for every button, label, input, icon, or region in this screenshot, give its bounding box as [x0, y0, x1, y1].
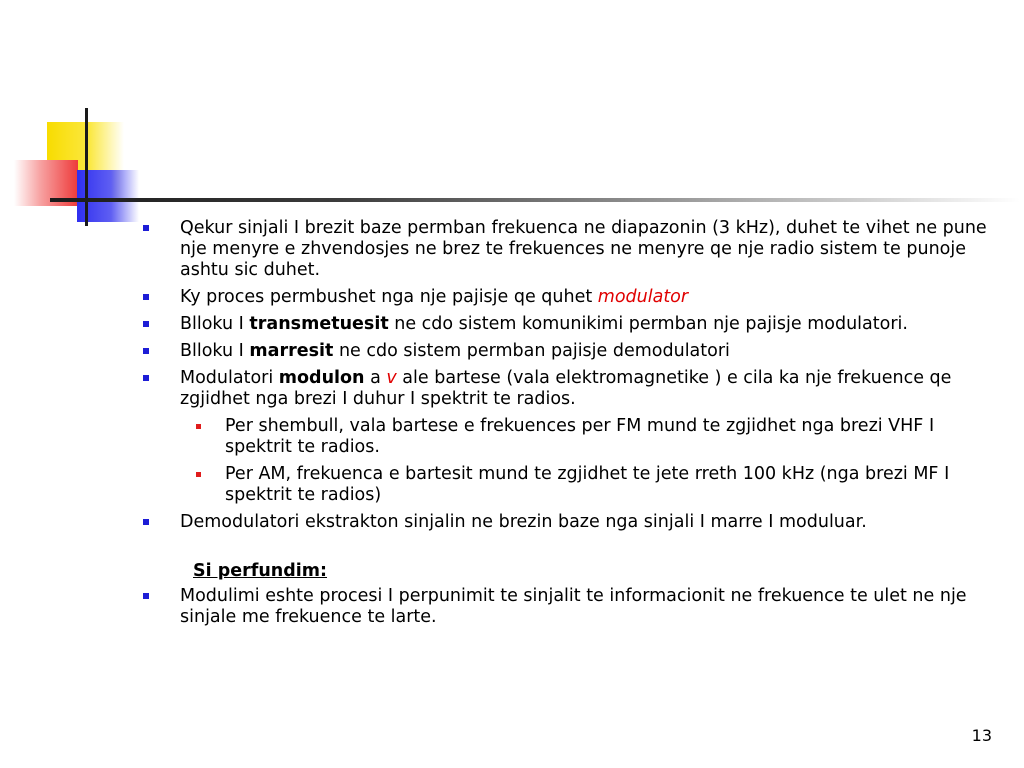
bullet-text: ale bartese (vala elektromagnetike ) e cila ka nje frekuence qe zgjidhet nga brezi I duhur I spektrit te radios. — [180, 368, 952, 409]
deco-vertical-line — [85, 108, 88, 226]
bullet-text: ne cdo sistem permban pajisje demodulatori — [333, 341, 730, 361]
bullet-text: Demodulatori ekstrakton sinjalin ne brezin baze nga sinjali I marre I moduluar. — [180, 512, 867, 532]
bullet-text: Modulimi eshte procesi I perpunimit te sinjalit te informacionit ne frekuence te ulet ne nje sinjale me frekuence te larte. — [180, 586, 967, 627]
bullet-square-icon — [143, 294, 149, 300]
bullet-item — [140, 218, 990, 281]
bold-term: modulon — [278, 368, 365, 388]
bold-term: marresit — [249, 341, 334, 361]
bullet-text: a — [364, 368, 387, 388]
bullet-item — [140, 341, 990, 362]
bullet-square-icon — [143, 519, 149, 525]
conclusion-heading: Si perfundim: — [193, 561, 328, 581]
sub-bullet-text: Per AM, frekuenca e bartesit mund te zgjidhet te jete rreth 100 kHz (nga brezi MF I spektrit te radios) — [225, 464, 950, 505]
bullet-square-icon — [143, 375, 149, 381]
bullet-text: Qekur sinjali I brezit baze permban frekuenca ne diapazonin (3 kHz), duhet te vihet ne pune nje menyre e zhvendosjes ne brez te frekuences ne menyre qe nje radio sistem te punoje ashtu sic duhet. — [180, 218, 987, 280]
sub-bullet-item — [140, 416, 990, 458]
bullet-item — [140, 314, 990, 335]
emphasis-term: v — [386, 368, 397, 388]
bullet-square-icon — [143, 321, 149, 327]
bullet-item — [140, 368, 990, 410]
bullet-text: ne cdo sistem komunikimi permban nje pajisje modulatori. — [388, 314, 908, 334]
page-number: 13 — [971, 726, 992, 745]
bullet-square-icon — [143, 593, 149, 599]
sub-bullet-item — [140, 464, 990, 506]
slide-body — [140, 218, 990, 634]
bullet-text: Ky proces permbushet nga nje pajisje qe quhet — [180, 287, 598, 307]
bullet-item — [140, 287, 990, 308]
bullet-item — [140, 586, 990, 628]
bullet-square-icon — [143, 225, 149, 231]
spacer — [140, 539, 990, 561]
sub-bullet-square-icon — [196, 472, 201, 477]
emphasis-term: modulator — [597, 287, 689, 307]
title-divider-line — [50, 198, 1020, 202]
sub-bullet-text: Per shembull, vala bartese e frekuences per FM mund te zgjidhet nga brezi VHF I spektrit te radios. — [225, 416, 935, 457]
sub-bullet-square-icon — [196, 424, 201, 429]
bullet-text: Blloku I — [180, 314, 250, 334]
bullet-square-icon — [143, 348, 149, 354]
bold-term: transmetuesit — [249, 314, 389, 334]
bullet-text: Blloku I — [180, 341, 250, 361]
bullet-item — [140, 512, 990, 533]
bullet-text: Modulatori — [180, 368, 279, 388]
